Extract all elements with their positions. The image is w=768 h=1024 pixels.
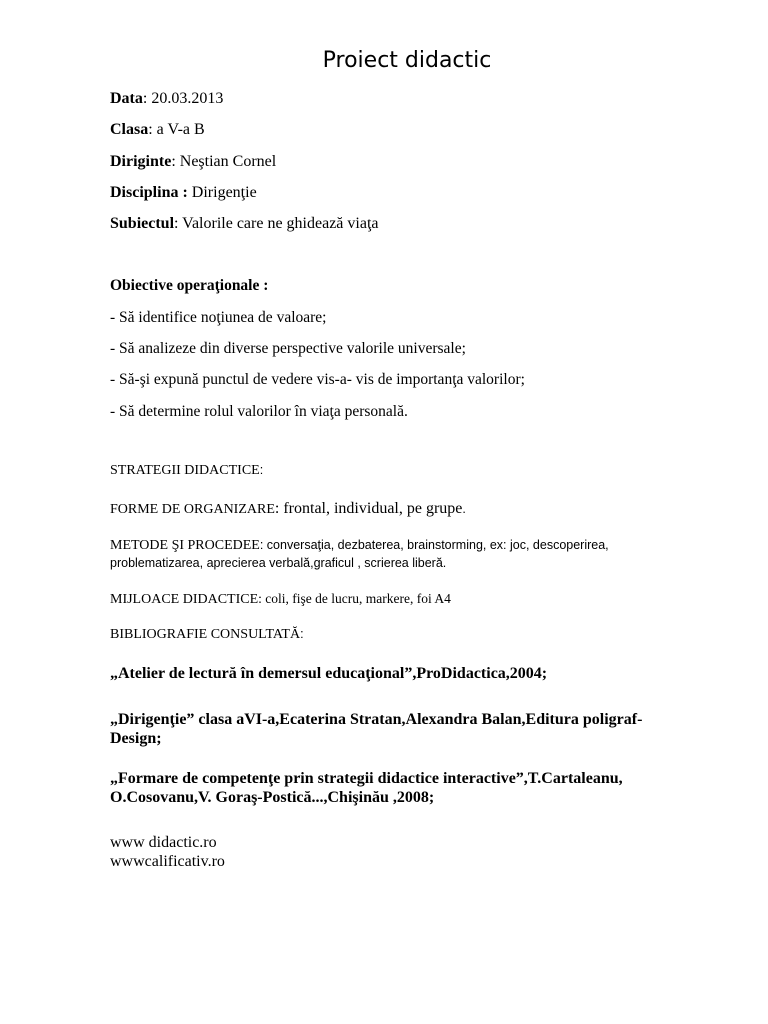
field-clasa-value: : a V-a B	[148, 121, 205, 138]
field-diriginte	[110, 153, 276, 171]
field-data-label: Data	[110, 90, 143, 107]
bibliografie-heading	[110, 627, 304, 643]
objectives-heading: Obiective operaţionale :	[110, 277, 269, 294]
strategies-heading-suffix: :	[259, 463, 264, 477]
field-subiectul-label: Subiectul	[110, 215, 175, 232]
strategies-heading-text: STRATEGII DIDACTICE	[110, 463, 260, 478]
metode-procedee-value-1: : conversaţia, dezbaterea, brainstorming, ex: joc, descoperirea,	[259, 538, 609, 552]
bibliography-ref-2-line-1: „Dirigenţie” clasa aVI-a,Ecaterina Stratan,Alexandra Balan,Editura poligraf-	[110, 711, 643, 728]
bibliography-ref-1: „Atelier de lectură în demersul educaţional”,ProDidactica,2004;	[110, 665, 548, 682]
metode-procedee	[110, 538, 609, 554]
mijloace-didactice-value: : coli, fişe de lucru, markere, foi A4	[258, 591, 451, 606]
forme-organizare-end: .	[462, 502, 466, 516]
bibliografie-heading-text: BIBLIOGRAFIE CONSULTATĂ	[110, 627, 301, 642]
website-link: www didactic.ro	[110, 834, 217, 851]
strategies-heading	[110, 463, 263, 479]
mijloace-didactice-label: MIJLOACE DIDACTICE	[110, 592, 259, 607]
bibliography-ref-3-line-1: „Formare de competenţe prin strategii didactice interactive”,T.Cartaleanu,	[110, 770, 623, 787]
metode-procedee-label: METODE ŞI PROCEDEE	[110, 538, 260, 553]
metode-procedee-value-2: problematizarea, aprecierea verbală,graficul , scrierea liberă.	[110, 556, 447, 570]
bibliografie-heading-suffix: :	[300, 627, 304, 641]
field-subiectul	[110, 215, 379, 233]
forme-organizare-value: : frontal, individual, pe grupe	[274, 500, 463, 517]
field-disciplina-label: Disciplina :	[110, 184, 188, 201]
field-clasa-label: Clasa	[110, 121, 149, 138]
page-title: Proiect didactic	[322, 48, 492, 73]
bibliography-ref-3-line-2: O.Cosovanu,V. Goraş-Postică...,Chişinău ,2008;	[110, 789, 435, 806]
website-link: wwwcalificativ.ro	[110, 853, 225, 870]
field-disciplina	[110, 184, 257, 202]
forme-organizare-label: FORME DE ORGANIZARE	[110, 502, 275, 517]
objective-item: - Să analizeze din diverse perspective valorile universale;	[110, 340, 466, 357]
bibliography-ref-2-line-2: Design;	[110, 730, 162, 747]
field-disciplina-value: Dirigenţie	[187, 184, 257, 201]
forme-organizare	[110, 500, 466, 518]
mijloace-didactice	[110, 591, 451, 608]
objective-item: - Să identifice noţiunea de valoare;	[110, 309, 327, 326]
field-subiectul-value: : Valorile care ne ghidează viaţa	[174, 215, 379, 232]
field-diriginte-value: : Neştian Cornel	[171, 153, 277, 170]
field-data	[110, 90, 223, 108]
objective-item: - Să determine rolul valorilor în viaţa personală.	[110, 403, 408, 420]
field-clasa	[110, 121, 205, 139]
field-diriginte-label: Diriginte	[110, 153, 172, 170]
field-data-value: : 20.03.2013	[142, 90, 224, 107]
objective-item: - Să-şi expună punctul de vedere vis-a- vis de importanţa valorilor;	[110, 371, 525, 388]
